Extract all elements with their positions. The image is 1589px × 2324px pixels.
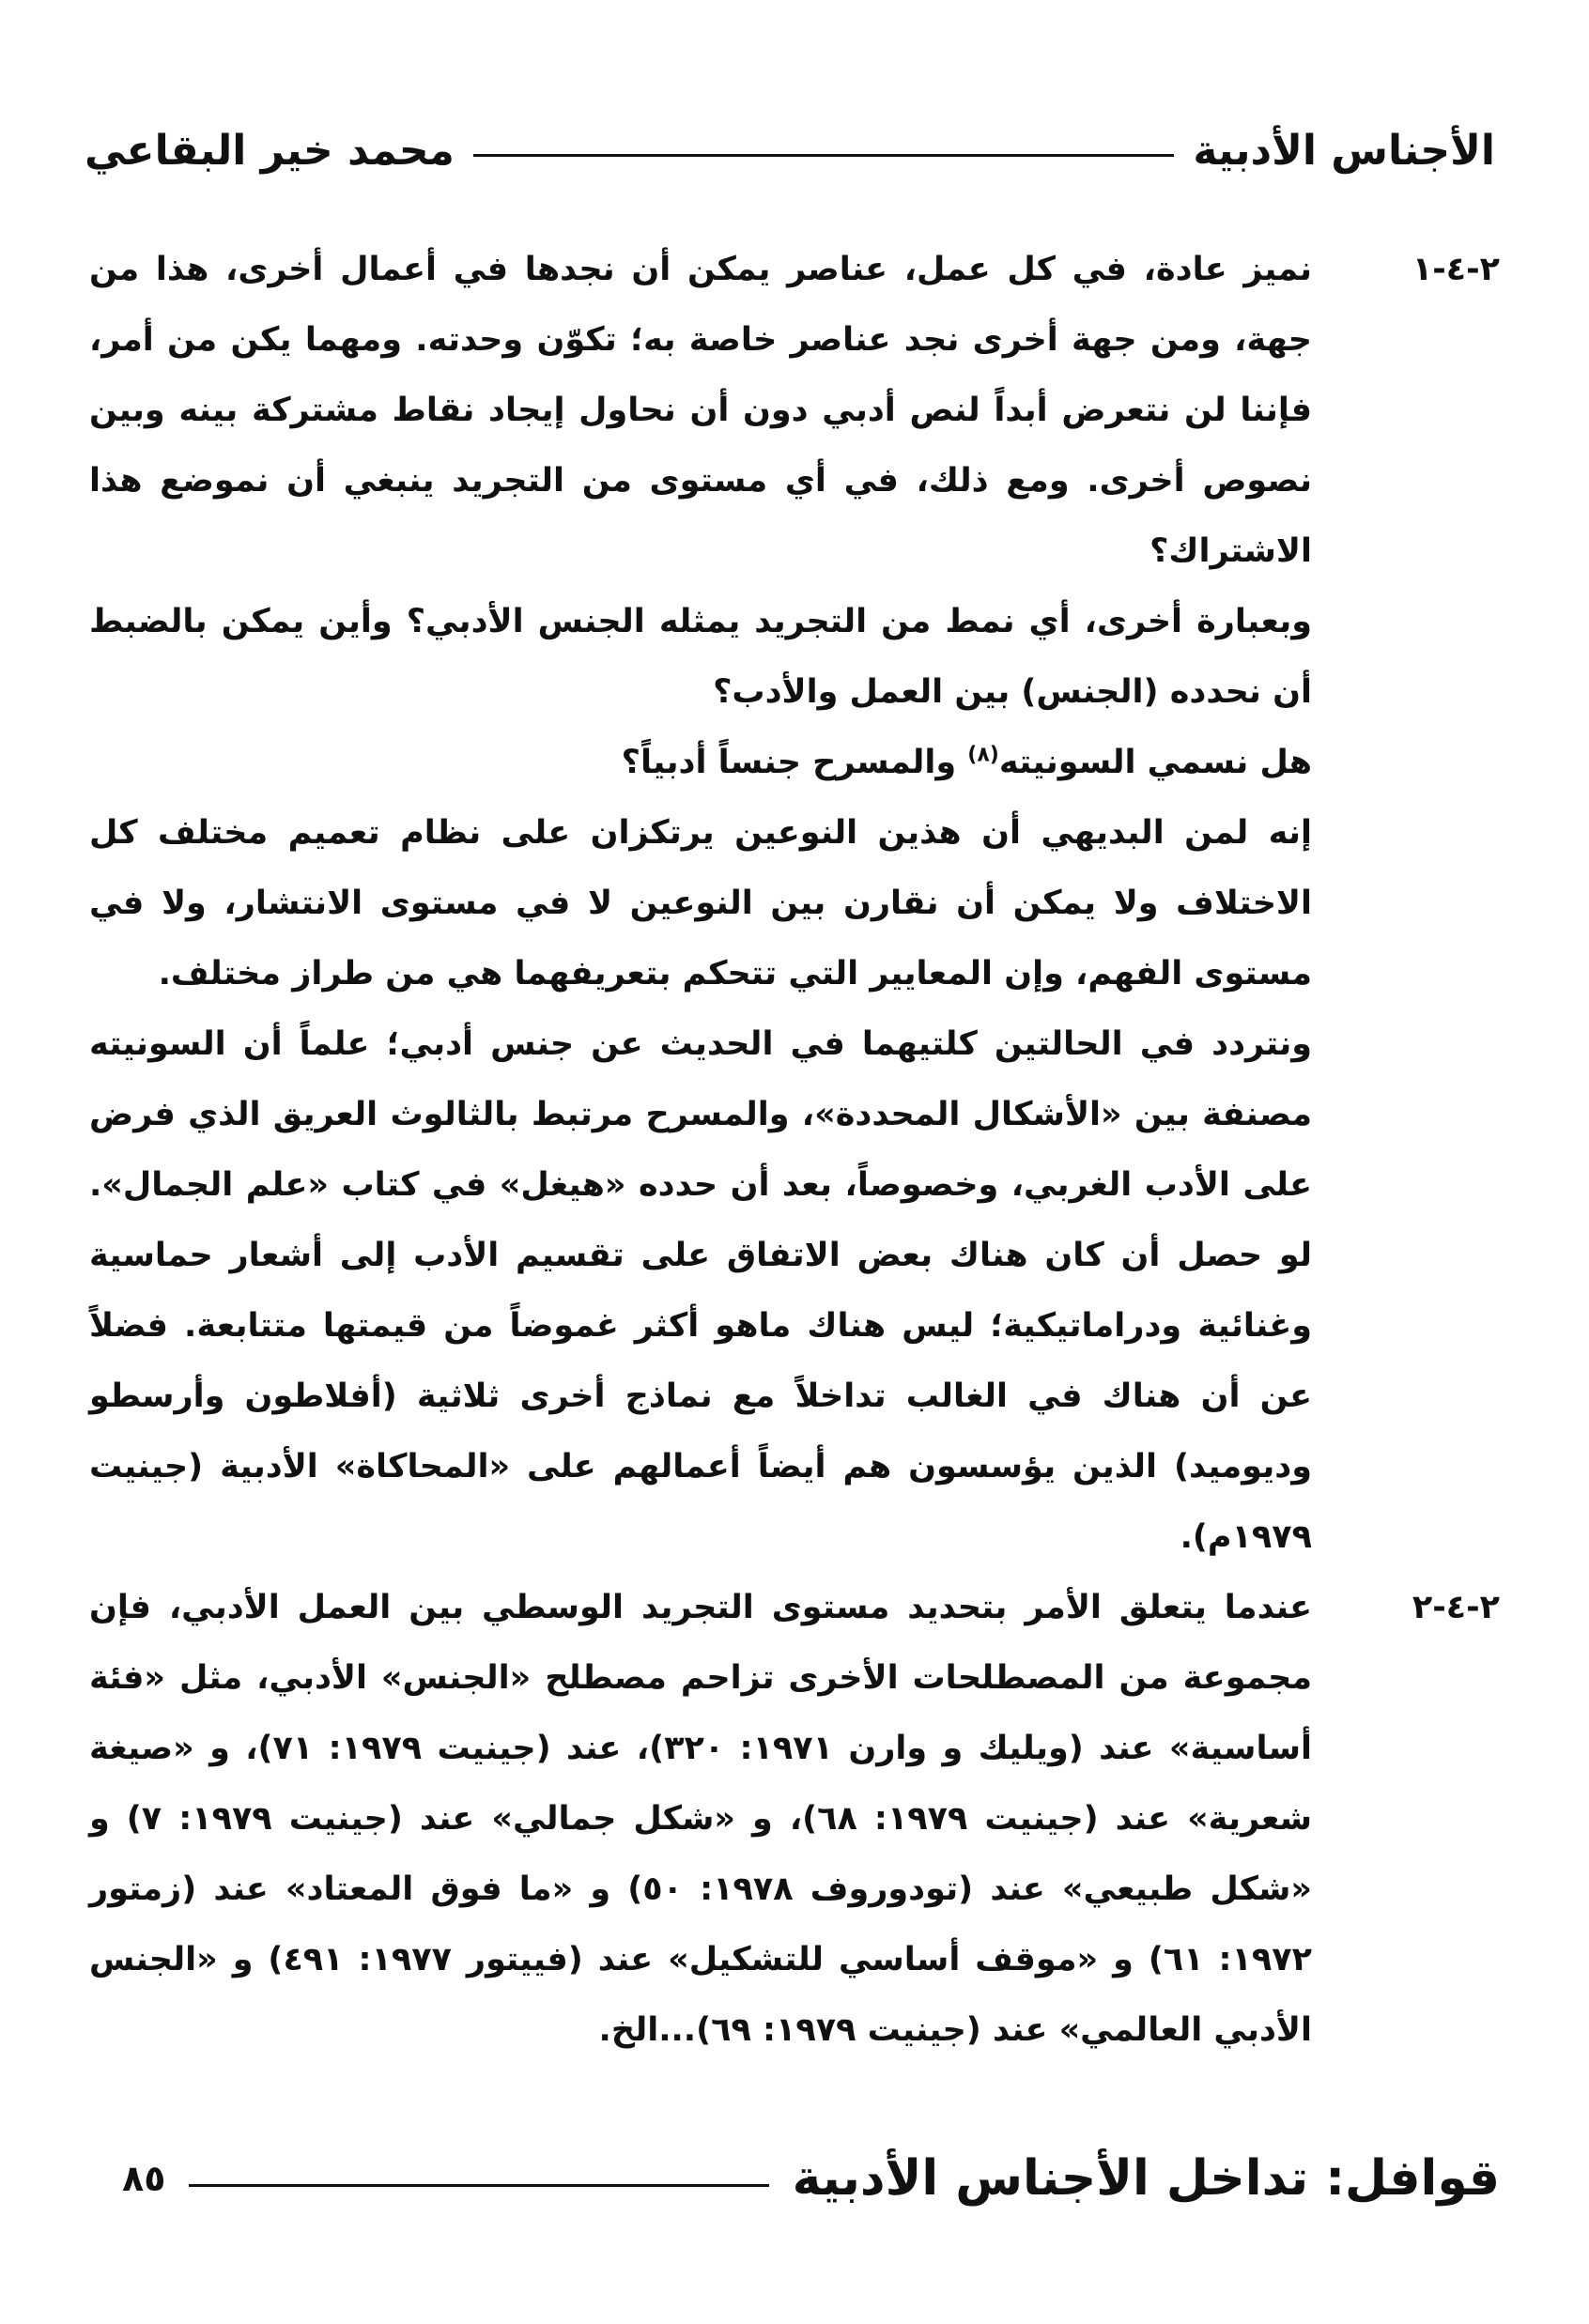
footer-divider: [189, 2184, 768, 2187]
book-title: قوافل: تداخل الأجناس الأدبية: [792, 2150, 1500, 2207]
chapter-title: الأجناس الأدبية: [1193, 126, 1495, 175]
page-number: ٨٥: [122, 2158, 166, 2199]
section-number: ٢-٤-٢: [1412, 1589, 1500, 1626]
paragraph: نميز عادة، في كل عمل، عناصر يمكن أن نجدها في أعمال أخرى، هذا من جهة، ومن جهة أخرى نجد عناصر خاصة به؛ تكوّن وحدته. ومهما يكن من أمر، فإننا لن نتعرض أبداً لنص أدبي دون أن نحاول إيجاد نقاط مشتركة بينه وبين نصوص أخرى. ومع ذلك، في أي مستوى من التجريد ينبغي أن نموضع هذا الاشتراك؟: [89, 251, 1312, 570]
paragraph-text: والمسرح جنساً أدبياً؟: [621, 744, 968, 781]
paragraph: إنه لمن البديهي أن هذين النوعين يرتكزان على نظام تعميم مختلف كل الاختلاف ولا يمكن أن نقارن بين النوعين لا في مستوى الانتشار، ولا في مستوى الفهم، وإن المعايير التي تتحكم بتعريفهما هي من طراز مختلف.: [89, 814, 1312, 993]
section-2-4-1: [89, 235, 1500, 1573]
header-divider: [473, 154, 1174, 157]
author-name: محمد خير البقاعي: [85, 126, 455, 175]
running-header: [85, 108, 1495, 192]
paragraph-with-footnote: [89, 728, 1312, 798]
section-2-4-2: [89, 1573, 1500, 2066]
page-footer: [122, 2136, 1500, 2221]
page-body: [89, 235, 1500, 2066]
footnote-reference: (٨): [967, 743, 999, 767]
paragraph: وبعبارة أخرى، أي نمط من التجريد يمثله الجنس الأدبي؟ وأين يمكن بالضبط أن نحدده (الجنس) بين العمل والأدب؟: [89, 603, 1312, 711]
paragraph-text: هل نسمي السونيته: [998, 744, 1312, 781]
paragraph: ونتردد في الحالتين كلتيهما في الحديث عن جنس أدبي؛ علماً أن السونيته مصنفة بين «الأشكال المحددة»، والمسرح مرتبط بالثالوث العريق الذي فرض على الأدب الغربي، وخصوصاً، بعد أن حدده «هيغل» في كتاب «علم الجمال». لو حصل أن كان هناك بعض الاتفاق على تقسيم الأدب إلى أشعار حماسية وغنائية ودراماتيكية؛ ليس هناك ماهو أكثر غموضاً من قيمتها متتابعة. فضلاً عن أن هناك في الغالب تداخلاً مع نماذج أخرى ثلاثية (أفلاطون وأرسطو وديوميد) الذين يؤسسون هم أيضاً أعمالهم على «المحاكاة» الأدبية (جينيت ١٩٧٩م).: [89, 1025, 1312, 1556]
section-number: ٢-٤-١: [1412, 251, 1500, 288]
paragraph: عندما يتعلق الأمر بتحديد مستوى التجريد الوسطي بين العمل الأدبي، فإن مجموعة من المصطلحات الأخرى تزاحم مصطلح «الجنس» الأدبي، مثل «فئة أساسية» عند (ويليك و وارن ١٩٧١: ٣٢٠)، عند (جينيت ١٩٧٩: ٧١)، و «صيغة شعرية» عند (جينيت ١٩٧٩: ٦٨)، و «شكل جمالي» عند (جينيت ١٩٧٩: ٧) و «شكل طبيعي» عند (تودوروف ١٩٧٨: ٥٠) و «ما فوق المعتاد» عند (زمتور ١٩٧٢: ٦١) و «موقف أساسي للتشكيل» عند (فييتور ١٩٧٧: ٤٩١) و «الجنس الأدبي العالمي» عند (جينيت ١٩٧٩: ٦٩)...الخ.: [89, 1589, 1313, 2049]
